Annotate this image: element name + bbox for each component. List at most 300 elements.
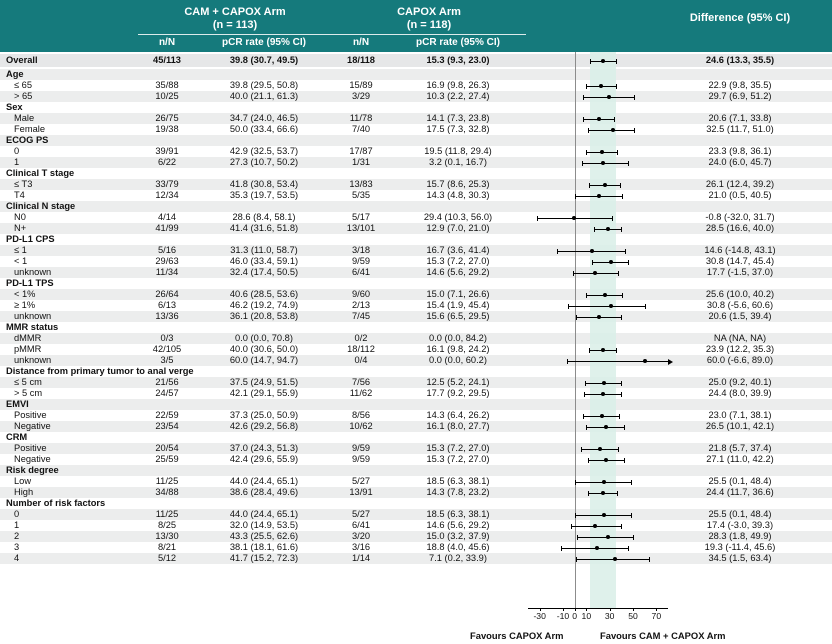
subgroup-header-label: Distance from primary tumor to anal verge (6, 366, 194, 376)
ci-cap (633, 535, 634, 540)
row-pcr-arm2: 29.4 (10.3, 56.0) (423, 212, 493, 222)
table-row (0, 520, 832, 531)
row-difference: 60.0 (-6.6, 89.0) (706, 355, 774, 365)
row-nn-arm2: 13/83 (349, 179, 373, 189)
row-nn-arm2: 5/27 (351, 509, 371, 519)
header-nn-col1: n/N (158, 37, 176, 48)
row-label: High (14, 487, 34, 497)
footer-left-label: Favours CAPOX Arm (470, 630, 564, 641)
table-row (0, 256, 832, 267)
row-difference: 29.7 (6.9, 51.2) (708, 91, 772, 101)
row-difference: 25.0 (9.2, 40.1) (708, 377, 772, 387)
row-pcr-arm1: 60.0 (14.7, 94.7) (229, 355, 299, 365)
row-nn-arm1: 13/36 (155, 311, 179, 321)
ci-cap (589, 348, 590, 353)
subgroup-header-label: PD-L1 CPS (6, 234, 55, 244)
ci-cap (586, 84, 587, 89)
row-label: 3 (14, 542, 20, 552)
ci-cap (616, 59, 617, 64)
row-difference: 23.3 (9.8, 36.1) (708, 146, 772, 156)
row-nn-arm1: 34/88 (155, 487, 179, 497)
row-difference: 32.5 (11.7, 51.0) (706, 124, 774, 134)
row-pcr-arm2: 16.7 (3.6, 41.4) (426, 245, 490, 255)
point-estimate-marker (609, 260, 613, 264)
row-pcr-arm1: 37.0 (24.3, 51.3) (229, 443, 299, 453)
footer-right-label: Favours CAM + CAPOX Arm (600, 630, 726, 641)
row-nn-arm2: 3/16 (351, 542, 371, 552)
row-difference: 24.4 (11.7, 36.6) (706, 487, 774, 497)
row-label: dMMR (14, 333, 42, 343)
row-pcr-arm1: 0.0 (0.0, 70.8) (235, 333, 293, 343)
row-nn-arm1: 5/16 (157, 245, 177, 255)
confidence-interval-line (568, 306, 645, 307)
row-difference: 27.1 (11.0, 42.2) (706, 454, 774, 464)
row-nn-arm1: 0/3 (160, 333, 174, 343)
row-nn-arm2: 5/35 (351, 190, 371, 200)
row-pcr-arm2: 10.3 (2.2, 27.4) (426, 91, 490, 101)
row-nn-arm1: 45/113 (153, 55, 181, 65)
ci-cap (561, 546, 562, 551)
table-row (0, 377, 832, 388)
row-label: N+ (14, 223, 27, 233)
row-pcr-arm2: 14.6 (5.6, 29.2) (426, 520, 490, 530)
zero-reference-line (575, 52, 576, 608)
row-nn-arm2: 5/17 (351, 212, 371, 222)
ci-cap (649, 557, 650, 562)
row-pcr-arm1: 41.8 (30.8, 53.4) (229, 179, 299, 189)
row-nn-arm2: 3/18 (351, 245, 371, 255)
row-pcr-arm2: 15.0 (3.2, 37.9) (426, 531, 490, 541)
subgroup-header-row (0, 278, 832, 289)
table-row (0, 212, 832, 223)
ci-cap (631, 513, 632, 518)
axis-tick-label: 30 (604, 611, 615, 621)
row-label: Male (14, 113, 35, 123)
subgroup-header-label: Risk degree (6, 465, 59, 475)
row-pcr-arm2: 3.2 (0.1, 16.7) (429, 157, 487, 167)
row-pcr-arm2: 0.0 (0.0, 60.2) (429, 355, 487, 365)
row-difference: 30.8 (-5.6, 60.6) (706, 300, 774, 310)
table-row (0, 344, 832, 355)
row-pcr-arm1: 40.6 (28.5, 53.6) (229, 289, 299, 299)
subgroup-header-row (0, 399, 832, 410)
row-nn-arm1: 8/25 (157, 520, 177, 530)
subgroup-header-row (0, 234, 832, 245)
ci-cap (583, 414, 584, 419)
row-label: 1 (14, 157, 20, 167)
ci-cap (625, 249, 626, 254)
row-difference: NA (NA, NA) (713, 333, 767, 343)
row-pcr-arm1: 46.0 (33.4, 59.1) (229, 256, 299, 266)
point-estimate-marker (613, 557, 617, 561)
point-estimate-marker (611, 128, 615, 132)
subgroup-header-row (0, 366, 832, 377)
row-label: N0 (14, 212, 26, 222)
confidence-interval-line (582, 163, 628, 164)
row-nn-arm1: 6/22 (157, 157, 177, 167)
ci-cap (614, 117, 615, 122)
ci-cap (631, 480, 632, 485)
row-difference: 24.6 (13.3, 35.5) (705, 55, 775, 65)
table-row (0, 531, 832, 542)
subgroup-header-label: Sex (6, 102, 23, 112)
forest-plot-panel (528, 52, 650, 608)
table-row (0, 443, 832, 454)
ci-cap (588, 128, 589, 133)
axis-tick-label: 70 (651, 611, 662, 621)
row-difference: 24.0 (6.0, 45.7) (708, 157, 772, 167)
row-nn-arm2: 11/62 (349, 388, 373, 398)
subgroup-header-label: Age (6, 69, 24, 79)
row-label: T4 (14, 190, 25, 200)
axis-tick-label: 10 (581, 611, 592, 621)
table-row (0, 190, 832, 201)
ci-cap (589, 183, 590, 188)
ci-cap (584, 392, 585, 397)
row-nn-arm2: 13/101 (346, 223, 376, 233)
row-nn-arm1: 11/34 (155, 267, 179, 277)
subgroup-header-row (0, 69, 832, 80)
row-nn-arm2: 0/2 (354, 333, 368, 343)
row-pcr-arm1: 32.4 (17.4, 50.5) (229, 267, 299, 277)
table-row (0, 113, 832, 124)
row-nn-arm2: 1/14 (351, 553, 371, 563)
axis-tick-label: -10 (556, 611, 570, 621)
subgroup-header-label: ECOG PS (6, 135, 49, 145)
row-nn-arm1: 6/13 (157, 300, 177, 310)
row-nn-arm1: 26/75 (155, 113, 179, 123)
ci-cap (594, 227, 595, 232)
ci-cap (576, 315, 577, 320)
confidence-interval-line (577, 537, 633, 538)
ci-cap (581, 447, 582, 452)
table-row (0, 388, 832, 399)
row-label: unknown (14, 267, 52, 277)
row-nn-arm2: 17/87 (349, 146, 373, 156)
row-pcr-arm2: 15.0 (7.1, 26.6) (426, 289, 490, 299)
row-nn-arm1: 10/25 (155, 91, 179, 101)
subgroup-header-label: Clinical T stage (6, 168, 75, 178)
row-nn-arm2: 7/40 (351, 124, 371, 134)
axis-line (528, 608, 668, 609)
row-label: ≤ T3 (14, 179, 33, 189)
row-pcr-arm2: 15.6 (6.5, 29.5) (426, 311, 490, 321)
row-nn-arm2: 3/29 (351, 91, 371, 101)
row-nn-arm2: 7/56 (351, 377, 371, 387)
ci-cap (571, 524, 572, 529)
row-difference: 25.5 (0.1, 48.4) (708, 509, 772, 519)
ci-cap (586, 425, 587, 430)
point-estimate-marker (597, 117, 601, 121)
ci-cap (576, 557, 577, 562)
table-row (0, 311, 832, 322)
subgroup-header-row (0, 498, 832, 509)
subgroup-header-row (0, 201, 832, 212)
row-label: ≤ 1 (14, 245, 27, 255)
table-row (0, 179, 832, 190)
table-row (0, 410, 832, 421)
row-pcr-arm1: 40.0 (30.6, 50.0) (229, 344, 299, 354)
row-pcr-arm1: 50.0 (33.4, 66.6) (229, 124, 299, 134)
axis-tick-label: -30 (533, 611, 546, 621)
ci-cap (621, 315, 622, 320)
row-difference: 19.3 (-11.4, 45.6) (704, 542, 776, 552)
row-nn-arm1: 12/34 (155, 190, 179, 200)
row-nn-arm2: 3/20 (351, 531, 371, 541)
table-row (0, 157, 832, 168)
header-col3-title: Difference (95% CI) (689, 12, 791, 24)
row-label: < 1 (14, 256, 28, 266)
row-difference: 30.8 (14.7, 45.4) (705, 256, 775, 266)
table-row (0, 487, 832, 498)
row-pcr-arm2: 14.6 (5.6, 29.2) (426, 267, 490, 277)
row-pcr-arm1: 39.8 (30.7, 49.5) (229, 55, 299, 65)
ci-cap (628, 260, 629, 265)
row-pcr-arm1: 37.5 (24.9, 51.5) (229, 377, 299, 387)
row-label: ≤ 65 (14, 80, 33, 90)
row-nn-arm2: 15/89 (349, 80, 373, 90)
row-difference: 26.1 (12.4, 39.2) (705, 179, 775, 189)
row-pcr-arm1: 42.1 (29.1, 55.9) (229, 388, 299, 398)
row-label: pMMR (14, 344, 42, 354)
point-estimate-marker (600, 150, 604, 154)
point-estimate-marker (600, 414, 604, 418)
point-estimate-marker (597, 315, 601, 319)
ci-cap (616, 84, 617, 89)
row-difference: 21.0 (0.5, 40.5) (708, 190, 772, 200)
point-estimate-marker (590, 249, 594, 253)
row-nn-arm2: 18/112 (347, 344, 375, 354)
table-row (0, 80, 832, 91)
row-pcr-arm1: 38.1 (18.1, 61.6) (229, 542, 299, 552)
table-row (0, 476, 832, 487)
row-pcr-arm1: 32.0 (14.9, 53.5) (229, 520, 299, 530)
ci-cap (567, 359, 568, 364)
subgroup-header-label: EMVI (6, 399, 29, 409)
ci-cap (634, 95, 635, 100)
table-row (0, 333, 832, 344)
ci-cap (588, 491, 589, 496)
row-pcr-arm2: 17.5 (7.3, 32.8) (426, 124, 490, 134)
table-row (0, 421, 832, 432)
ci-cap (618, 271, 619, 276)
table-row (0, 553, 832, 564)
ci-cap (624, 458, 625, 463)
ci-cap (573, 271, 574, 276)
subgroup-header-row (0, 322, 832, 333)
row-difference: 22.9 (9.8, 35.5) (708, 80, 772, 90)
row-pcr-arm2: 15.3 (7.2, 27.0) (426, 256, 490, 266)
table-row (0, 223, 832, 234)
ci-cap (621, 524, 622, 529)
ci-cap (645, 304, 646, 309)
row-nn-arm1: 23/54 (155, 421, 179, 431)
point-estimate-marker (602, 381, 606, 385)
table-row (0, 124, 832, 135)
point-estimate-marker (572, 216, 576, 220)
row-pcr-arm2: 12.9 (7.0, 21.0) (426, 223, 490, 233)
overall-row (0, 54, 832, 67)
row-nn-arm1: 8/21 (157, 542, 177, 552)
subgroup-header-label: Number of risk factors (6, 498, 106, 508)
row-pcr-arm2: 7.1 (0.2, 33.9) (429, 553, 487, 563)
row-pcr-arm2: 16.9 (9.8, 26.3) (426, 80, 490, 90)
row-nn-arm2: 9/59 (351, 454, 371, 464)
row-nn-arm1: 3/5 (160, 355, 174, 365)
ci-cap (622, 293, 623, 298)
row-nn-arm1: 11/25 (155, 509, 179, 519)
row-pcr-arm2: 15.3 (7.2, 27.0) (426, 454, 490, 464)
row-pcr-arm1: 39.8 (29.5, 50.8) (229, 80, 299, 90)
row-label: Female (14, 124, 46, 134)
row-difference: 24.4 (8.0, 39.9) (708, 388, 772, 398)
point-estimate-marker (601, 348, 605, 352)
row-pcr-arm1: 36.1 (20.8, 53.8) (229, 311, 299, 321)
row-pcr-arm1: 44.0 (24.4, 65.1) (229, 509, 299, 519)
point-estimate-marker (606, 227, 610, 231)
row-difference: 26.5 (10.1, 42.1) (705, 421, 775, 431)
ci-cap (616, 348, 617, 353)
table-row (0, 300, 832, 311)
row-pcr-arm2: 19.5 (11.8, 29.4) (424, 146, 492, 156)
row-nn-arm1: 39/91 (155, 146, 179, 156)
ci-cap (634, 128, 635, 133)
point-estimate-marker (609, 304, 613, 308)
row-label: 0 (14, 146, 20, 156)
subgroup-header-label: PD-L1 TPS (6, 278, 54, 288)
row-label: 0 (14, 509, 20, 519)
row-label: Positive (14, 443, 47, 453)
point-estimate-marker (593, 524, 597, 528)
ci-cap (621, 381, 622, 386)
row-difference: 34.5 (1.5, 63.4) (708, 553, 772, 563)
subgroup-header-row (0, 102, 832, 113)
row-difference: 20.6 (1.5, 39.4) (708, 311, 772, 321)
row-nn-arm2: 2/13 (351, 300, 371, 310)
row-nn-arm1: 26/64 (155, 289, 179, 299)
ci-cap (622, 194, 623, 199)
row-difference: 20.6 (7.1, 33.8) (708, 113, 772, 123)
ci-cap (557, 249, 558, 254)
x-axis (528, 608, 668, 622)
row-nn-arm2: 13/91 (349, 487, 373, 497)
row-label: ≤ 5 cm (14, 377, 42, 387)
ci-cap (621, 227, 622, 232)
table-row (0, 355, 832, 366)
ci-cap (575, 513, 576, 518)
row-pcr-arm2: 14.1 (7.3, 23.8) (426, 113, 490, 123)
ci-cap (583, 117, 584, 122)
row-label: Negative (14, 421, 51, 431)
row-nn-arm2: 6/41 (351, 520, 371, 530)
row-nn-arm2: 10/62 (349, 421, 373, 431)
ci-cap (537, 216, 538, 221)
ci-cap (620, 183, 621, 188)
row-nn-arm1: 20/54 (155, 443, 179, 453)
row-label: > 5 cm (14, 388, 43, 398)
table-row (0, 267, 832, 278)
point-estimate-marker (604, 425, 608, 429)
row-label: unknown (14, 311, 52, 321)
row-difference: 17.7 (-1.5, 37.0) (706, 267, 774, 277)
row-nn-arm2: 7/45 (351, 311, 371, 321)
row-pcr-arm2: 17.7 (9.2, 29.5) (426, 388, 490, 398)
row-pcr-arm2: 18.5 (6.3, 38.1) (426, 509, 490, 519)
row-difference: 28.3 (1.8, 49.9) (708, 531, 772, 541)
header-nn-col2: n/N (352, 37, 370, 48)
row-pcr-arm2: 14.3 (7.8, 23.2) (426, 487, 490, 497)
row-difference: 17.4 (-3.0, 39.3) (706, 520, 774, 530)
table-row (0, 509, 832, 520)
row-pcr-arm2: 12.5 (5.2, 24.1) (426, 377, 490, 387)
row-difference: 23.9 (12.2, 35.3) (705, 344, 775, 354)
table-header (0, 0, 832, 52)
axis-tick-label: 0 (572, 611, 578, 621)
row-pcr-arm1: 42.4 (29.6, 55.9) (229, 454, 299, 464)
ci-cap (575, 480, 576, 485)
row-label: Overall (6, 55, 38, 65)
row-pcr-arm1: 37.3 (25.0, 50.9) (229, 410, 299, 420)
row-difference: 25.6 (10.0, 40.2) (705, 289, 775, 299)
ci-cap (628, 546, 629, 551)
row-nn-arm1: 19/38 (155, 124, 179, 134)
ci-cap (582, 161, 583, 166)
header-col2-sub: (n = 118) (406, 19, 452, 31)
row-label: 1 (14, 520, 20, 530)
ci-cap (592, 260, 593, 265)
row-pcr-arm2: 14.3 (4.8, 30.3) (426, 190, 490, 200)
row-pcr-arm2: 16.1 (9.8, 24.2) (426, 344, 490, 354)
row-nn-arm2: 1/31 (351, 157, 371, 167)
point-estimate-marker (643, 359, 647, 363)
row-nn-arm1: 42/105 (152, 344, 182, 354)
row-label: unknown (14, 355, 52, 365)
row-label: ≥ 1% (14, 300, 36, 310)
subgroup-header-label: MMR status (6, 322, 59, 332)
row-difference: 28.5 (16.6, 40.0) (705, 223, 775, 233)
ci-cap (590, 59, 591, 64)
row-nn-arm1: 33/79 (155, 179, 179, 189)
row-nn-arm1: 11/25 (155, 476, 179, 486)
ci-cap (568, 304, 569, 309)
ci-cap (583, 95, 584, 100)
row-pcr-arm2: 16.1 (8.0, 27.7) (426, 421, 490, 431)
subgroup-header-row (0, 135, 832, 146)
row-difference: 21.8 (5.7, 37.4) (708, 443, 772, 453)
row-pcr-arm2: 14.3 (6.4, 26.2) (426, 410, 490, 420)
point-estimate-marker (601, 161, 605, 165)
row-pcr-arm1: 28.6 (8.4, 58.1) (232, 212, 296, 222)
ci-cap (628, 161, 629, 166)
row-nn-arm1: 29/63 (155, 256, 179, 266)
point-estimate-marker (606, 535, 610, 539)
subgroup-header-row (0, 432, 832, 443)
row-nn-arm1: 5/12 (157, 553, 177, 563)
row-pcr-arm2: 15.3 (7.2, 27.0) (426, 443, 490, 453)
row-label: > 65 (14, 91, 33, 101)
row-pcr-arm1: 41.4 (31.6, 51.8) (229, 223, 299, 233)
row-pcr-arm1: 42.6 (29.2, 56.8) (229, 421, 299, 431)
row-label: Low (14, 476, 32, 486)
row-difference: -0.8 (-32.0, 31.7) (705, 212, 775, 222)
row-nn-arm1: 21/56 (155, 377, 179, 387)
row-pcr-arm1: 27.3 (10.7, 50.2) (229, 157, 299, 167)
row-difference: 25.5 (0.1, 48.4) (708, 476, 772, 486)
table-row (0, 245, 832, 256)
row-nn-arm1: 4/14 (157, 212, 177, 222)
subgroup-header-label: Clinical N stage (6, 201, 76, 211)
row-nn-arm1: 24/57 (155, 388, 179, 398)
